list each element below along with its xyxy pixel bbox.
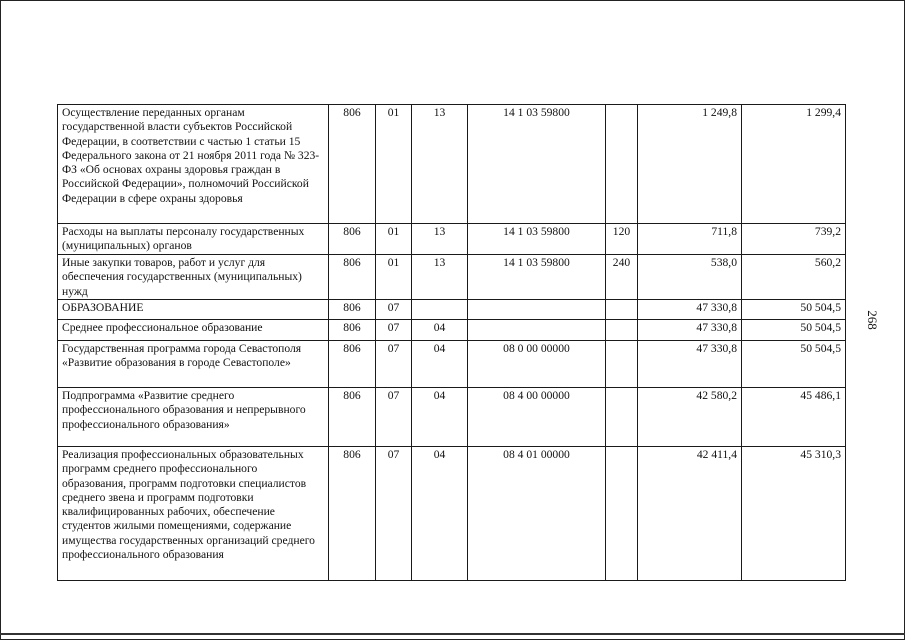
expense-type-code: 120 (606, 224, 638, 255)
scan-edge-line (0, 633, 905, 635)
table-row (58, 320, 846, 341)
table-row (58, 341, 846, 388)
subsection-code: 04 (412, 341, 468, 388)
target-article-code: 14 1 03 59800 (468, 224, 606, 255)
subsection-code: 04 (412, 388, 468, 447)
row-name: Среднее профессиональное образование (58, 320, 329, 341)
table-row (58, 447, 846, 581)
target-article-code: 08 0 00 00000 (468, 341, 606, 388)
table-row (58, 255, 846, 300)
target-article-code: 14 1 03 59800 (468, 255, 606, 300)
amount-year-1: 538,0 (638, 255, 742, 300)
subsection-code: 04 (412, 320, 468, 341)
subsection-code: 13 (412, 255, 468, 300)
section-code: 07 (376, 341, 412, 388)
ministry-code: 806 (329, 224, 376, 255)
ministry-code: 806 (329, 388, 376, 447)
section-code: 01 (376, 255, 412, 300)
section-code: 07 (376, 320, 412, 341)
table-row (58, 224, 846, 255)
row-name: Подпрограмма «Развитие среднего профессионального образования и непрерывного профессионального образования» (58, 388, 329, 447)
row-name: ОБРАЗОВАНИЕ (58, 300, 329, 320)
section-code: 01 (376, 105, 412, 224)
amount-year-2: 50 504,5 (742, 341, 846, 388)
expense-type-code (606, 105, 638, 224)
page-number: 268 (864, 310, 880, 330)
section-code: 07 (376, 447, 412, 581)
subsection-code: 13 (412, 224, 468, 255)
amount-year-2: 739,2 (742, 224, 846, 255)
target-article-code: 08 4 00 00000 (468, 388, 606, 447)
amount-year-2: 1 299,4 (742, 105, 846, 224)
amount-year-2: 45 310,3 (742, 447, 846, 581)
ministry-code: 806 (329, 320, 376, 341)
amount-year-2: 45 486,1 (742, 388, 846, 447)
amount-year-2: 50 504,5 (742, 320, 846, 341)
section-code: 01 (376, 224, 412, 255)
amount-year-1: 711,8 (638, 224, 742, 255)
row-name: Государственная программа города Севастополя «Развитие образования в городе Севастополе» (58, 341, 329, 388)
ministry-code: 806 (329, 341, 376, 388)
section-code: 07 (376, 300, 412, 320)
amount-year-1: 42 411,4 (638, 447, 742, 581)
expense-type-code (606, 300, 638, 320)
target-article-code: 08 4 01 00000 (468, 447, 606, 581)
expense-type-code (606, 341, 638, 388)
table-row (58, 300, 846, 320)
row-name: Иные закупки товаров, работ и услуг для обеспечения государственных (муниципальных) нужд (58, 255, 329, 300)
target-article-code: 14 1 03 59800 (468, 105, 606, 224)
table-row (58, 105, 846, 224)
expense-type-code (606, 320, 638, 341)
amount-year-1: 1 249,8 (638, 105, 742, 224)
subsection-code (412, 300, 468, 320)
expense-type-code: 240 (606, 255, 638, 300)
subsection-code: 04 (412, 447, 468, 581)
ministry-code: 806 (329, 447, 376, 581)
row-name: Осуществление переданных органам государственной власти субъектов Российской Федерации, в соответствии с частью 1 статьи 15 Федерального закона от 21 ноября 2011 года № 323-ФЗ «Об основах охраны здоровья граждан в Российской Федерации», полномочий Российской Федерации в сфере охраны здоровья (58, 105, 329, 224)
amount-year-1: 47 330,8 (638, 320, 742, 341)
amount-year-1: 42 580,2 (638, 388, 742, 447)
section-code: 07 (376, 388, 412, 447)
amount-year-2: 50 504,5 (742, 300, 846, 320)
amount-year-2: 560,2 (742, 255, 846, 300)
ministry-code: 806 (329, 300, 376, 320)
ministry-code: 806 (329, 105, 376, 224)
amount-year-1: 47 330,8 (638, 300, 742, 320)
target-article-code (468, 320, 606, 341)
expense-type-code (606, 447, 638, 581)
target-article-code (468, 300, 606, 320)
row-name: Расходы на выплаты персоналу государственных (муниципальных) органов (58, 224, 329, 255)
amount-year-1: 47 330,8 (638, 341, 742, 388)
row-name: Реализация профессиональных образовательных программ среднего профессионального образования, программ подготовки специалистов среднего звена и программ подготовки квалифицированных рабочих, обеспечение студентов жилыми помещениями, содержание имущества государственных организаций среднего профессионального образования (58, 447, 329, 581)
subsection-code: 13 (412, 105, 468, 224)
budget-table (57, 104, 846, 581)
table-row (58, 388, 846, 447)
expense-type-code (606, 388, 638, 447)
ministry-code: 806 (329, 255, 376, 300)
